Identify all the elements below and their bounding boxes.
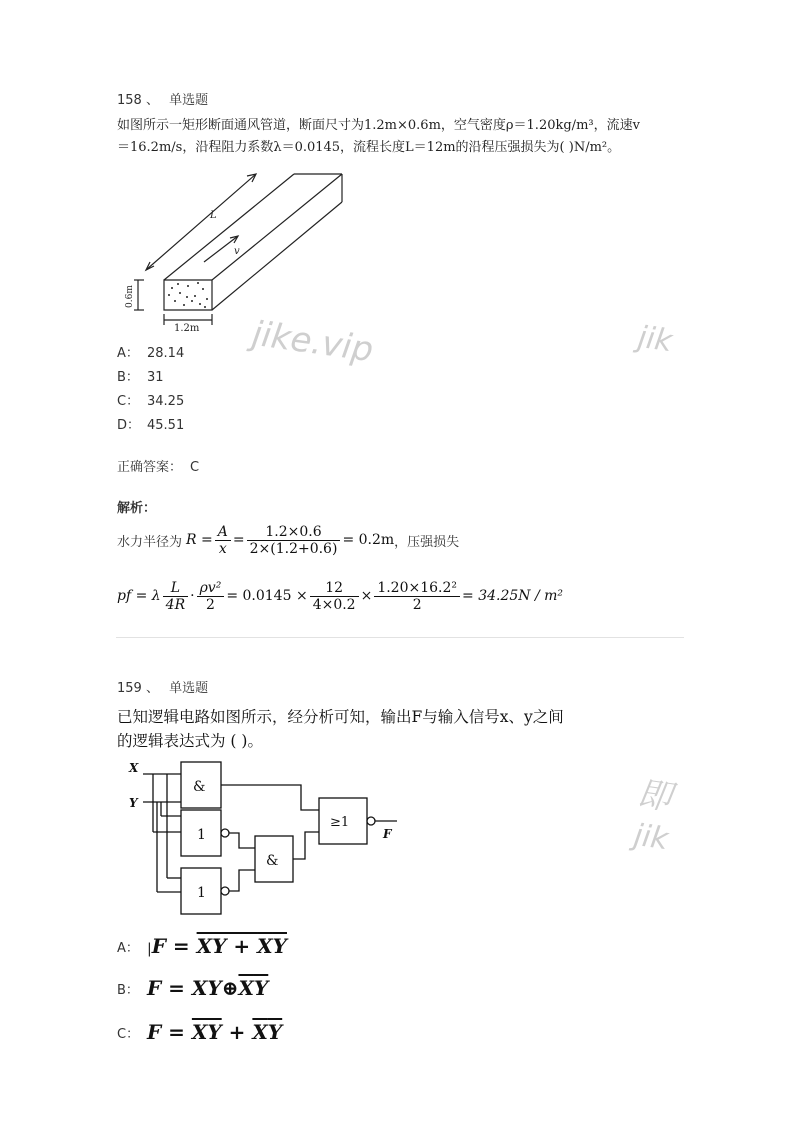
f2-n2: 12 <box>310 580 359 597</box>
option-label: C： <box>117 394 140 409</box>
q158-option-a[interactable] <box>117 342 184 361</box>
answer-value: C <box>190 460 200 475</box>
answer-label: 正确答案： <box>117 460 183 475</box>
watermark-jike: jike.vip <box>249 313 376 371</box>
option-label: B： <box>117 983 139 998</box>
option-label: C： <box>117 1027 140 1042</box>
option-label: D： <box>117 418 141 433</box>
f2-d2: 4×0.2 <box>312 596 356 613</box>
q158-option-c[interactable] <box>117 390 184 409</box>
gate-not1-label: 1 <box>197 827 206 843</box>
option-text: 45.51 <box>147 418 185 433</box>
f1-b-num: 1.2×0.6 <box>247 524 341 541</box>
f1-a-num: A <box>215 524 231 541</box>
question-divider <box>116 637 684 638</box>
option-text: 34.25 <box>147 394 185 409</box>
watermark-ji: 即 <box>634 773 675 819</box>
formula-hydraulic-radius <box>186 524 394 557</box>
circuit-input-x: X <box>129 761 139 775</box>
gate-and2-label: & <box>266 853 279 869</box>
q158-stem <box>117 115 697 159</box>
gate-not2-label: 1 <box>197 885 206 901</box>
option-text: 28.14 <box>147 346 185 361</box>
duct-label-height: 0.6m <box>125 285 135 308</box>
f2-lhs: pf = λ <box>117 588 161 604</box>
f2-mid: = 0.0145 × <box>226 588 308 604</box>
f2-d3: 2 <box>412 596 422 613</box>
q158-stem-line2: ＝16.2m/s，沿程阻力系数λ＝0.0145，流程长度L＝12m的沿程压强损失为( )N/m²。 <box>117 140 621 155</box>
q159-stem-line1: 已知逻辑电路如图所示，经分析可知，输出F与输入信号x、y之间 <box>117 708 564 726</box>
q158-analysis-line1 <box>117 518 459 562</box>
duct-label-L: L <box>210 210 217 221</box>
f1-result: = 0.2m <box>342 532 395 548</box>
option-label: A： <box>117 346 139 361</box>
watermark-jike-lower: jik <box>631 817 671 858</box>
q159-number: 159 、 <box>117 681 159 696</box>
option-label: B： <box>117 370 139 385</box>
watermark-jike-right: jik <box>635 319 675 360</box>
analysis-suffix: ，压强损失 <box>394 534 460 550</box>
q159-stem-line2: 的逻辑表达式为 ( )。 <box>117 732 263 750</box>
q158-header <box>117 89 208 108</box>
option-a-expression: |F = XY + XY <box>147 934 287 958</box>
f2-x: × <box>360 588 373 604</box>
gate-or-label: ≥1 <box>330 815 350 830</box>
logic-circuit-figure <box>125 752 405 924</box>
q159-option-a[interactable] <box>117 934 287 958</box>
option-b-expression: $F = XY\oplus\overline{X}\overline{Y}$ <box>147 976 269 1000</box>
f2-l-num: L <box>163 580 188 597</box>
q159-stem <box>117 705 677 753</box>
analysis-prefix: 水力半径为 <box>117 534 183 550</box>
f2-r-den: 2 <box>205 596 215 613</box>
option-c-expression: $F = \overline{XY} + \overline{X}\overline{Y}$ <box>147 1020 283 1044</box>
f2-l-den: 4R <box>165 596 186 613</box>
f1-a-den: x <box>218 540 227 557</box>
option-text: 31 <box>147 370 164 385</box>
q159-option-b[interactable] <box>117 976 268 1000</box>
q158-number: 158 、 <box>117 93 159 108</box>
option-label: A： <box>117 941 139 956</box>
gate-and1-label: & <box>193 779 206 795</box>
q158-option-d[interactable] <box>117 414 184 433</box>
q159-header <box>117 677 208 696</box>
f1-eq: = <box>232 532 245 548</box>
circuit-input-y: Y <box>129 796 138 810</box>
duct-label-v: v <box>234 246 240 257</box>
q158-type: 单选题 <box>169 93 209 108</box>
q158-option-b[interactable] <box>117 366 164 385</box>
formula-pressure-loss <box>117 572 563 620</box>
q158-answer <box>117 456 199 475</box>
f2-r-num: ρv² <box>197 580 225 597</box>
q158-stem-line1: 如图所示一矩形断面通风管道，断面尺寸为1.2m×0.6m，空气密度ρ＝1.20kg/m³，流速v <box>117 118 640 133</box>
f2-dot: · <box>190 588 195 604</box>
circuit-output-f: F <box>383 827 392 841</box>
q158-analysis-label: 解析： <box>117 501 157 516</box>
f1-lhs: R = <box>186 532 213 548</box>
q159-option-c[interactable] <box>117 1020 282 1044</box>
f2-result: = 34.25N / m² <box>462 588 564 604</box>
duct-figure <box>120 162 360 332</box>
duct-label-width: 1.2m <box>174 323 200 332</box>
f1-b-den: 2×(1.2+0.6) <box>249 540 338 557</box>
f2-n3: 1.20×16.2² <box>374 580 460 597</box>
q159-type: 单选题 <box>169 681 209 696</box>
